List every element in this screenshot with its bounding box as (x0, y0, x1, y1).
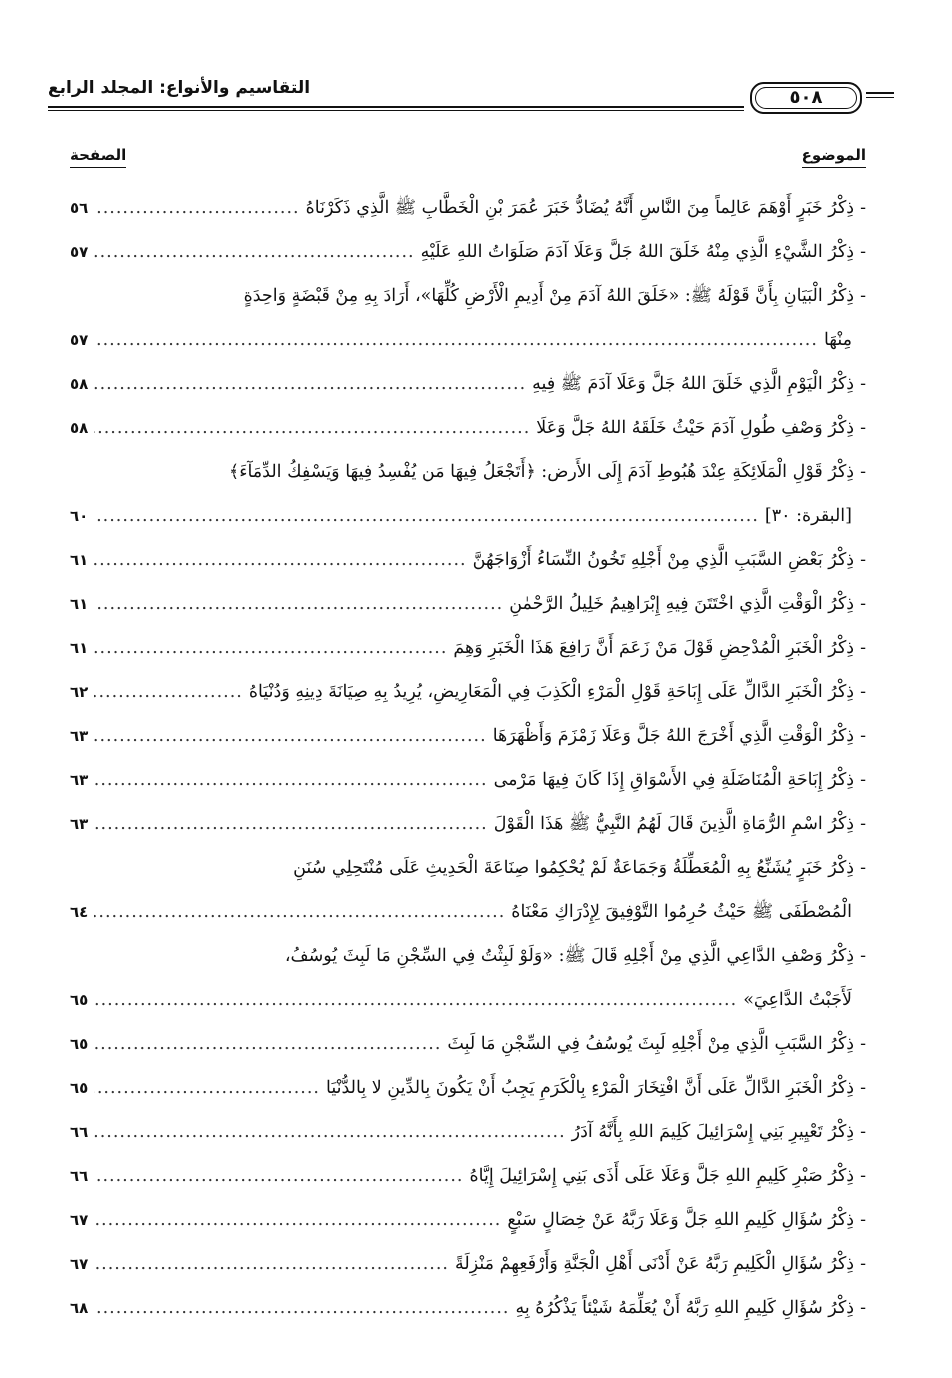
bullet-dash: - (860, 858, 866, 878)
toc-entry-line (70, 494, 866, 538)
toc-entry (70, 758, 866, 802)
dot-leader (94, 494, 759, 538)
toc-entry-text: ذِكْرُ خَبَرٍ يُشَنِّعُ بِهِ الْمُعَطِّلَةُ وَجَمَاعَةٌ لَمْ يُحْكِمُوا صِنَاعَةَ الْحَدِيثِ عَلَى مُنْتَحِلِي سُنَنِ (293, 858, 855, 878)
bullet-dash: - (860, 638, 866, 658)
toc-entry (70, 1022, 866, 1066)
toc-entry-line (70, 978, 866, 1022)
toc-entry (70, 186, 866, 230)
dot-leader (94, 186, 299, 230)
bullet-dash: - (860, 1078, 866, 1098)
toc-entry (70, 230, 866, 274)
toc-page-number: ٥٧ (70, 243, 89, 261)
bullet-dash: - (860, 1122, 866, 1142)
header-rule (48, 106, 744, 108)
header-rule (866, 97, 894, 98)
toc-entry (70, 802, 866, 846)
bullet-dash: - (860, 1034, 866, 1054)
toc-entry-text: مِنْهَا (823, 330, 852, 350)
toc-entry (70, 934, 866, 1022)
table-of-contents (70, 186, 866, 1330)
dot-leader (94, 362, 526, 406)
toc-page-number: ٦٧ (70, 1255, 89, 1273)
toc-entry (70, 626, 866, 670)
toc-page-number: ٦٥ (70, 1035, 89, 1053)
toc-entry-line (70, 582, 866, 626)
toc-entry-text: لَأَجَبْتُ الدَّاعِيَ» (743, 990, 852, 1010)
toc-entry-text: ذِكْرُ وَصْفِ طُولِ آدَمَ حَيْثُ خَلَقَهُ اللهُ جَلَّ وَعَلَا (536, 418, 855, 438)
header-title: التقاسيم والأنواع: المجلد الرابع (48, 78, 311, 98)
toc-page-number: ٥٨ (70, 419, 89, 437)
toc-entry-line (70, 362, 866, 406)
toc-entry-text: ذِكْرُ السَّبَبِ الَّذِي مِنْ أَجْلِهِ لَبِثَ يُوسُفُ فِي السِّجْنِ مَا لَبِثَ (447, 1034, 855, 1054)
bullet-dash: - (860, 946, 866, 966)
toc-entry (70, 1242, 866, 1286)
toc-entry (70, 1110, 866, 1154)
toc-entry-text: ذِكْرُ الْبَيَانِ بِأَنَّ قَوْلَهُ ﷺ: «خَلَقَ اللهُ آدَمَ مِنْ أَدِيمِ الْأَرْضِ كُلِّهَا»، أَرَادَ بِهِ مِنْ قَبْضَةٍ وَاحِدَةٍ (243, 286, 855, 306)
bullet-dash: - (860, 418, 866, 438)
dot-leader (94, 1110, 565, 1154)
toc-entry-line (70, 318, 866, 362)
toc-entry-line (70, 1154, 866, 1198)
toc-page-number: ٦٠ (70, 507, 89, 525)
dot-leader (94, 758, 487, 802)
toc-page-number: ٦٨ (70, 1299, 89, 1317)
toc-page-number: ٦١ (70, 639, 89, 657)
bullet-dash: - (860, 1254, 866, 1274)
toc-page-number: ٦٥ (70, 1079, 89, 1097)
bullet-dash: - (860, 1166, 866, 1186)
toc-entry (70, 582, 866, 626)
dot-leader (94, 1022, 441, 1066)
toc-entry-text: ذِكْرُ سُؤَالِ كَلِيمِ اللهِ رَبَّهُ أَنْ يُعَلِّمَهُ شَيْئاً يَذْكُرُهُ بِهِ (515, 1298, 855, 1318)
toc-page-number: ٦١ (70, 551, 89, 569)
toc-entry-line (70, 1198, 866, 1242)
toc-entry-line (70, 406, 866, 450)
toc-entry (70, 362, 866, 406)
toc-page-number: ٦٣ (70, 771, 89, 789)
header-rule (48, 110, 744, 111)
toc-entry-line (70, 846, 866, 890)
toc-entry-line (70, 758, 866, 802)
bullet-dash: - (860, 726, 866, 746)
toc-entry (70, 846, 866, 934)
toc-entry (70, 406, 866, 450)
toc-entry-line (70, 450, 866, 494)
toc-entry-text: الْمُصْطَفَى ﷺ حَيْثُ حُرِمُوا التَّوْفِيقَ لِإِدْرَاكِ مَعْنَاهُ (511, 902, 852, 922)
bullet-dash: - (860, 374, 866, 394)
dot-leader (94, 1286, 509, 1330)
bullet-dash: - (860, 770, 866, 790)
toc-page-number: ٦٤ (70, 903, 89, 921)
toc-page-number: ٦٣ (70, 815, 89, 833)
dot-leader (94, 582, 503, 626)
toc-entry (70, 670, 866, 714)
toc-page-number: ٥٨ (70, 375, 89, 393)
bullet-dash: - (860, 242, 866, 262)
toc-entry-text: ذِكْرُ تَعْيِيرِ بَنِي إِسْرَائِيلَ كَلِيمَ اللهِ بِأَنَّهُ آدَرُ (571, 1122, 855, 1142)
toc-entry-line (70, 802, 866, 846)
bullet-dash: - (860, 462, 866, 482)
toc-entry-text: ذِكْرُ صَبْرِ كَلِيمِ اللهِ جَلَّ وَعَلَا عَلَى أَذَى بَنِي إِسْرَائِيلَ إِيَّاهُ (469, 1166, 855, 1186)
toc-entry-text: ذِكْرُ بَعْضِ السَّبَبِ الَّذِي مِنْ أَجْلِهِ تَخُونُ النِّسَاءُ أَزْوَاجَهُنَّ (472, 550, 855, 570)
bullet-dash: - (860, 1298, 866, 1318)
toc-page-number: ٦٦ (70, 1123, 89, 1141)
bullet-dash: - (860, 682, 866, 702)
toc-page-number: ٦٣ (70, 727, 89, 745)
toc-entry-text: ذِكْرُ الْخَبَرِ الْمُدْحِضِ قَوْلَ مَنْ زَعَمَ أَنَّ رَافِعَ هَذَا الْخَبَرِ وَهِمَ (453, 638, 855, 658)
toc-entry-text: ذِكْرُ سُؤَالِ كَلِيمِ اللهِ جَلَّ وَعَلَا رَبَّهُ عَنْ خِصَالٍ سَبْعٍ (507, 1210, 855, 1230)
toc-entry (70, 1066, 866, 1110)
toc-entry-line (70, 274, 866, 318)
toc-entry-text: [البقرة: ٣٠] (764, 506, 852, 526)
toc-entry-line (70, 1286, 866, 1330)
toc-entry-line (70, 890, 866, 934)
dot-leader (94, 230, 414, 274)
running-header (48, 70, 894, 118)
dot-leader (94, 714, 486, 758)
dot-leader (94, 1242, 449, 1286)
toc-entry-line (70, 934, 866, 978)
toc-entry (70, 538, 866, 582)
toc-entry-text: ذِكْرُ الْوَقْتِ الَّذِي اخْتَتَنَ فِيهِ إِبْرَاهِيمُ خَلِيلُ الرَّحْمٰنِ (509, 594, 855, 614)
toc-entry-line (70, 714, 866, 758)
toc-page-number: ٦٥ (70, 991, 89, 1009)
toc-entry-line (70, 1022, 866, 1066)
toc-entry-text: ذِكْرُ خَبَرٍ أَوْهَمَ عَالِماً مِنَ النَّاسِ أَنَّهُ يُضَادُّ خَبَرَ عُمَرَ بْنِ الْخَطَّابِ ﷺ الَّذِي ذَكَرْنَاهُ (305, 198, 855, 218)
toc-entry-text: ذِكْرُ سُؤَالِ الْكَلِيمِ رَبَّهُ عَنْ أَدْنَى أَهْلِ الْجَنَّةِ وَأَرْفَعِهِمْ مَنْزِلَةً (454, 1254, 855, 1274)
header-rule (866, 92, 894, 94)
toc-entry-text: ذِكْرُ قَوْلِ الْمَلَائِكَةِ عِنْدَ هُبُوطِ آدَمَ إِلَى الأَرض: ﴿أَتَجْعَلُ فِيهَا مَن يُفْسِدُ فِيهَا وَيَسْفِكُ الدِّمَآءَ﴾ (228, 462, 855, 482)
toc-entry (70, 1154, 866, 1198)
toc-page-number: ٦٢ (70, 683, 89, 701)
toc-entry (70, 450, 866, 538)
dot-leader (94, 802, 487, 846)
toc-entry-text: ذِكْرُ الْخَبَرِ الدَّالِّ عَلَى أَنَّ افْتِخَارَ الْمَرْءِ بِالْكَرَمِ يَجِبُ أَنْ يَكُونَ بِالدِّينِ لا بِالدُّنْيَا (326, 1078, 855, 1098)
toc-page-number: ٦٦ (70, 1167, 89, 1185)
toc-entry-line (70, 1242, 866, 1286)
toc-entry-line (70, 1110, 866, 1154)
bullet-dash: - (860, 198, 866, 218)
dot-leader (94, 978, 737, 1022)
dot-leader (94, 626, 447, 670)
toc-entry-line (70, 1066, 866, 1110)
toc-entry-text: ذِكْرُ الْخَبَرِ الدَّالِّ عَلَى إِبَاحَةِ قَوْلِ الْمَرْءِ الْكَذِبَ فِي الْمَعَارِيضِ، يُرِيدُ بِهِ صِيَانَةَ دِينِهِ وَدُنْيَاهُ (248, 682, 855, 702)
toc-entry (70, 1198, 866, 1242)
dot-leader (94, 318, 818, 362)
bullet-dash: - (860, 1210, 866, 1230)
toc-entry-line (70, 230, 866, 274)
toc-page-number: ٦٧ (70, 1211, 89, 1229)
toc-entry-text: ذِكْرُ الشَّيْءِ الَّذِي مِنْهُ خَلَقَ اللهُ جَلَّ وَعَلَا آدَمَ صَلَوَاتُ اللهِ عَلَيْهِ (420, 242, 855, 262)
toc-entry-text: ذِكْرُ وَصْفِ الدَّاعِي الَّذِي مِنْ أَجْلِهِ قَالَ ﷺ: «وَلَوْ لَبِثْتُ فِي السِّجْنِ مَا لَبِثَ يُوسُفُ، (284, 946, 855, 966)
toc-entry-text: ذِكْرُ اسْمِ الرُّمَاةِ الَّذِينَ قَالَ لَهُمُ النَّبِيُّ ﷺ هَذَا الْقَوْلَ (493, 814, 855, 834)
bullet-dash: - (860, 594, 866, 614)
toc-entry-line (70, 626, 866, 670)
toc-entry (70, 1286, 866, 1330)
toc-entry-line (70, 538, 866, 582)
toc-page-number: ٥٦ (70, 199, 89, 217)
toc-entry-line (70, 186, 866, 230)
toc-entry-text: ذِكْرُ الْيَوْمِ الَّذِي خَلَقَ اللهُ جَلَّ وَعَلَا آدَمَ ﷺ فِيهِ (532, 374, 855, 394)
toc-entry (70, 714, 866, 758)
toc-entry-text: ذِكْرُ الْوَقْتِ الَّذِي أَخْرَجَ اللهُ جَلَّ وَعَلَا زَمْزَمَ وَأَظْهَرَهَا (492, 726, 855, 746)
toc-page-number: ٥٧ (70, 331, 89, 349)
toc-page-number: ٦١ (70, 595, 89, 613)
toc-entry-text: ذِكْرُ إِبَاحَةِ الْمُنَاضَلَةِ فِي الأَسْوَاقِ إِذَا كَانَ فِيهَا مَرْمى (493, 770, 855, 790)
dot-leader (94, 1154, 463, 1198)
dot-leader (94, 890, 505, 934)
bullet-dash: - (860, 286, 866, 306)
bullet-dash: - (860, 814, 866, 834)
dot-leader (94, 1066, 320, 1110)
dot-leader (94, 538, 466, 582)
dot-leader (94, 1198, 501, 1242)
page-number-badge: ٥٠٨ (750, 82, 862, 114)
dot-leader (94, 406, 530, 450)
dot-leader (94, 670, 243, 714)
subject-column-label: الموضوع (802, 146, 866, 168)
toc-entry-line (70, 670, 866, 714)
toc-entry (70, 274, 866, 362)
bullet-dash: - (860, 550, 866, 570)
page-column-label: الصفحة (70, 146, 126, 168)
